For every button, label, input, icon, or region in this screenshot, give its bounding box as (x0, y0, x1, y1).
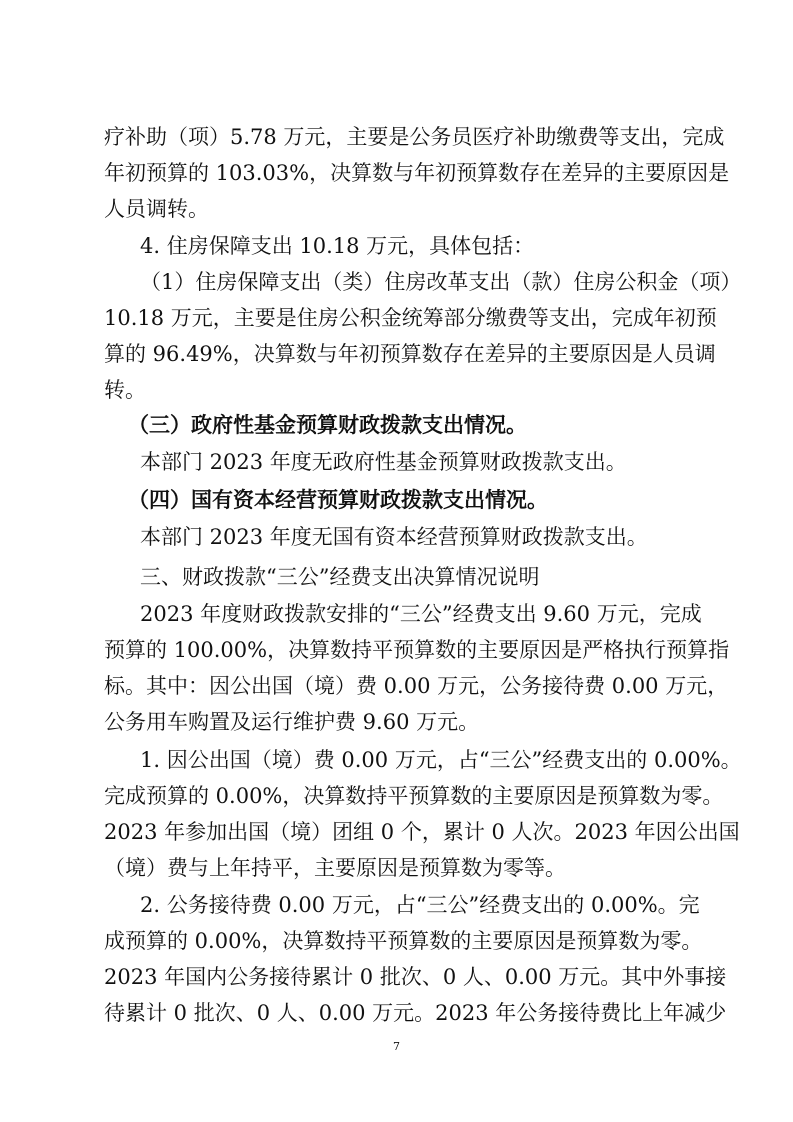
body-text-line: 人员调转。 (104, 197, 209, 221)
body-text-line: 年初预算的 103.03%，决算数与年初预算数存在差异的主要原因是 (104, 161, 730, 185)
section-heading: 三、财政拨款“三公”经费支出决算情况说明 (140, 565, 540, 589)
body-text-line: 算的 96.49%，决算数与年初预算数存在差异的主要原因是人员调 (104, 342, 716, 366)
body-text-line: 本部门 2023 年度无政府性基金预算财政拨款支出。 (140, 450, 627, 474)
body-text-line: （境）费与上年持平，主要原因是预算数为零等。 (104, 856, 566, 880)
body-text-line: 2023 年度财政拨款安排的“三公”经费支出 9.60 万元，完成 (140, 602, 702, 626)
page-number: 7 (393, 1040, 400, 1053)
list-item-heading: 2. 公务接待费 0.00 万元，占“三公”经费支出的 0.00%。完 (140, 893, 700, 917)
section-heading: （四）国有资本经营预算财政拨款支出情况。 (128, 487, 548, 512)
body-text-line: 转。 (104, 378, 146, 402)
list-item-heading: 4. 住房保障支出 10.18 万元，具体包括： (140, 234, 535, 258)
body-text-line: 2023 年参加出国（境）团组 0 个，累计 0 人次。2023 年因公出国 (104, 820, 740, 844)
body-text-line: （1）住房保障支出（类）住房改革支出（款）住房公积金（项） (140, 270, 742, 294)
body-text-line: 2023 年国内公务接待累计 0 批次、0 人、0.00 万元。其中外事接 (104, 965, 727, 989)
body-text-line: 10.18 万元，主要是住房公积金统筹部分缴费等支出，完成年初预 (104, 306, 717, 330)
body-text-line: 成预算的 0.00%，决算数持平预算数的主要原因是预算数为零。 (104, 929, 703, 953)
body-text-line: 本部门 2023 年度无国有资本经营预算财政拨款支出。 (140, 525, 648, 549)
body-text-line: 标。其中：因公出国（境）费 0.00 万元，公务接待费 0.00 万元， (104, 674, 729, 698)
body-text-line: 疗补助（项）5.78 万元，主要是公务员医疗补助缴费等支出，完成 (104, 125, 725, 149)
list-item-heading: 1. 因公出国（境）费 0.00 万元，占“三公”经费支出的 0.00%。 (140, 748, 742, 772)
body-text-line: 公务用车购置及运行维护费 9.60 万元。 (104, 710, 480, 734)
section-heading: （三）政府性基金预算财政拨款支出情况。 (128, 412, 527, 437)
body-text-line: 完成预算的 0.00%，决算数持平预算数的主要原因是预算数为零。 (104, 784, 724, 808)
body-text-line: 待累计 0 批次、0 人、0.00 万元。2023 年公务接待费比上年减少 (104, 1001, 727, 1025)
body-text-line: 预算的 100.00%，决算数持平预算数的主要原因是严格执行预算指 (104, 638, 730, 662)
